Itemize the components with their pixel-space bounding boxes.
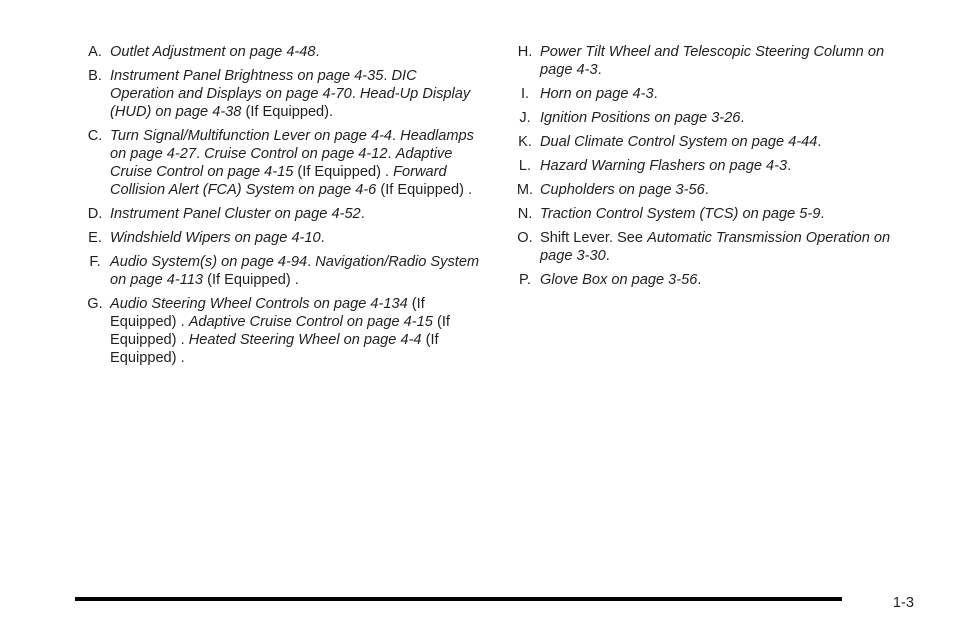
- legend-text-fragment: .: [653, 86, 658, 102]
- legend-text: [540, 43, 920, 79]
- legend-letter: C.: [87, 128, 103, 144]
- cross-reference-link[interactable]: Audio System(s) on page 4-94: [110, 254, 308, 270]
- legend-text-fragment: .: [196, 146, 205, 162]
- legend-text: [540, 109, 920, 127]
- cross-reference-link[interactable]: Audio Steering Wheel Controls on page 4-134: [110, 296, 408, 312]
- legend-entry: [510, 271, 920, 289]
- legend-text-fragment: Shift Lever. See: [540, 230, 648, 246]
- legend-letter: N.: [517, 206, 533, 222]
- legend-letter: G.: [87, 296, 103, 312]
- legend-text-fragment: .: [307, 254, 316, 270]
- right-column: [510, 43, 920, 295]
- legend-text-fragment: .: [392, 128, 401, 144]
- legend-text-fragment: (If Equipped) .: [110, 296, 425, 330]
- cross-reference-link[interactable]: Hazard Warning Flashers on page 4-3: [540, 158, 788, 174]
- legend-entry: [80, 229, 480, 247]
- cross-reference-link[interactable]: Adaptive Cruise Control on page 4-15: [110, 146, 453, 180]
- footer-rule: [75, 597, 842, 601]
- cross-reference-link[interactable]: Ignition Positions on page 3-26: [540, 110, 741, 126]
- legend-text: [110, 295, 480, 367]
- legend-letter: O.: [517, 230, 533, 246]
- legend-text: [110, 67, 480, 121]
- legend-entry: [80, 67, 480, 121]
- legend-text-fragment: (If Equipped) .: [203, 272, 299, 288]
- legend-text-fragment: .: [315, 44, 320, 60]
- cross-reference-link[interactable]: Horn on page 4-3: [540, 86, 654, 102]
- cross-reference-link[interactable]: DIC Operation and Displays on page 4-70: [110, 68, 417, 102]
- cross-reference-link[interactable]: Glove Box on page 3-56: [540, 272, 698, 288]
- legend-letter: J.: [519, 110, 531, 126]
- legend-text-fragment: .: [704, 182, 709, 198]
- legend-entry: [80, 295, 480, 367]
- cross-reference-link[interactable]: Dual Climate Control System on page 4-44: [540, 134, 818, 150]
- legend-entry: [80, 205, 480, 223]
- legend-text: [540, 205, 920, 223]
- legend-text-fragment: (If Equipped) .: [293, 164, 394, 180]
- legend-text: [540, 181, 920, 199]
- legend-entry: [510, 109, 920, 127]
- legend-text: [110, 127, 480, 199]
- legend-entry: [80, 43, 480, 61]
- cross-reference-link[interactable]: Navigation/Radio System on page 4-113: [110, 254, 480, 288]
- cross-reference-link[interactable]: Adaptive Cruise Control on page 4-15: [188, 314, 433, 330]
- legend-letter: H.: [517, 44, 533, 60]
- legend-entry: [510, 157, 920, 175]
- legend-text-fragment: (If Equipped) .: [110, 332, 439, 366]
- cross-reference-link[interactable]: Headlamps on page 4-27: [110, 128, 474, 162]
- legend-letter: B.: [88, 68, 102, 84]
- legend-text: [540, 229, 920, 265]
- cross-reference-link[interactable]: Instrument Panel Brightness on page 4-35: [110, 68, 384, 84]
- cross-reference-link[interactable]: Heated Steering Wheel on page 4-4: [188, 332, 422, 348]
- legend-text-fragment: .: [740, 110, 745, 126]
- legend-text: [110, 253, 480, 289]
- cross-reference-link[interactable]: Windshield Wipers on page 4-10: [110, 230, 321, 246]
- legend-text-fragment: .: [351, 86, 360, 102]
- cross-reference-link[interactable]: Instrument Panel Cluster on page 4-52: [110, 206, 361, 222]
- legend-text-fragment: (If Equipped) .: [110, 314, 450, 348]
- legend-text-fragment: .: [383, 68, 392, 84]
- legend-entry: [80, 127, 480, 199]
- legend-text: [540, 133, 920, 151]
- legend-letter: M.: [516, 182, 534, 198]
- cross-reference-link[interactable]: Turn Signal/Multifunction Lever on page 4-4: [110, 128, 393, 144]
- cross-reference-link[interactable]: Forward Collision Alert (FCA) System on page 4-6: [110, 164, 447, 198]
- cross-reference-link[interactable]: Cruise Control on page 4-12: [204, 146, 388, 162]
- legend-letter: K.: [518, 134, 532, 150]
- legend-text: [540, 271, 920, 289]
- legend-text-fragment: .: [320, 230, 325, 246]
- legend-letter: E.: [88, 230, 102, 246]
- cross-reference-link[interactable]: Automatic Transmission Operation on page 3-30: [540, 230, 891, 264]
- legend-letter: L.: [518, 158, 532, 174]
- legend-text: [540, 85, 920, 103]
- legend-letter: P.: [519, 272, 531, 288]
- legend-letter: A.: [88, 44, 102, 60]
- legend-entry: [510, 181, 920, 199]
- legend-text-fragment: .: [387, 146, 396, 162]
- legend-entry: [510, 205, 920, 223]
- legend-text-fragment: (If Equipped) .: [376, 182, 473, 198]
- legend-text: [540, 157, 920, 175]
- legend-entry: [510, 229, 920, 265]
- legend-text-fragment: .: [817, 134, 822, 150]
- legend-text: [110, 43, 480, 61]
- legend-entry: [510, 43, 920, 79]
- left-column: [80, 43, 480, 373]
- legend-letter: D.: [87, 206, 103, 222]
- legend-text-fragment: .: [360, 206, 365, 222]
- legend-text-fragment: .: [787, 158, 792, 174]
- legend-letter: F.: [89, 254, 101, 270]
- cross-reference-link[interactable]: Outlet Adjustment on page 4-48: [110, 44, 316, 60]
- cross-reference-link[interactable]: Traction Control System (TCS) on page 5-9: [540, 206, 821, 222]
- page-number: 1-3: [892, 595, 914, 611]
- legend-text-fragment: .: [597, 62, 602, 78]
- legend-letter: I.: [520, 86, 530, 102]
- legend-entry: [510, 85, 920, 103]
- legend-text-fragment: .: [697, 272, 702, 288]
- legend-text-fragment: .: [605, 248, 610, 264]
- legend-text-fragment: (If Equipped).: [241, 104, 334, 120]
- cross-reference-link[interactable]: Power Tilt Wheel and Telescopic Steering Column on page 4-3: [540, 44, 885, 78]
- legend-text-fragment: .: [820, 206, 825, 222]
- cross-reference-link[interactable]: Cupholders on page 3-56: [540, 182, 705, 198]
- legend-text: [110, 229, 480, 247]
- cross-reference-link[interactable]: Head-Up Display (HUD) on page 4-38: [110, 86, 471, 120]
- legend-entry: [510, 133, 920, 151]
- legend-text: [110, 205, 480, 223]
- legend-entry: [80, 253, 480, 289]
